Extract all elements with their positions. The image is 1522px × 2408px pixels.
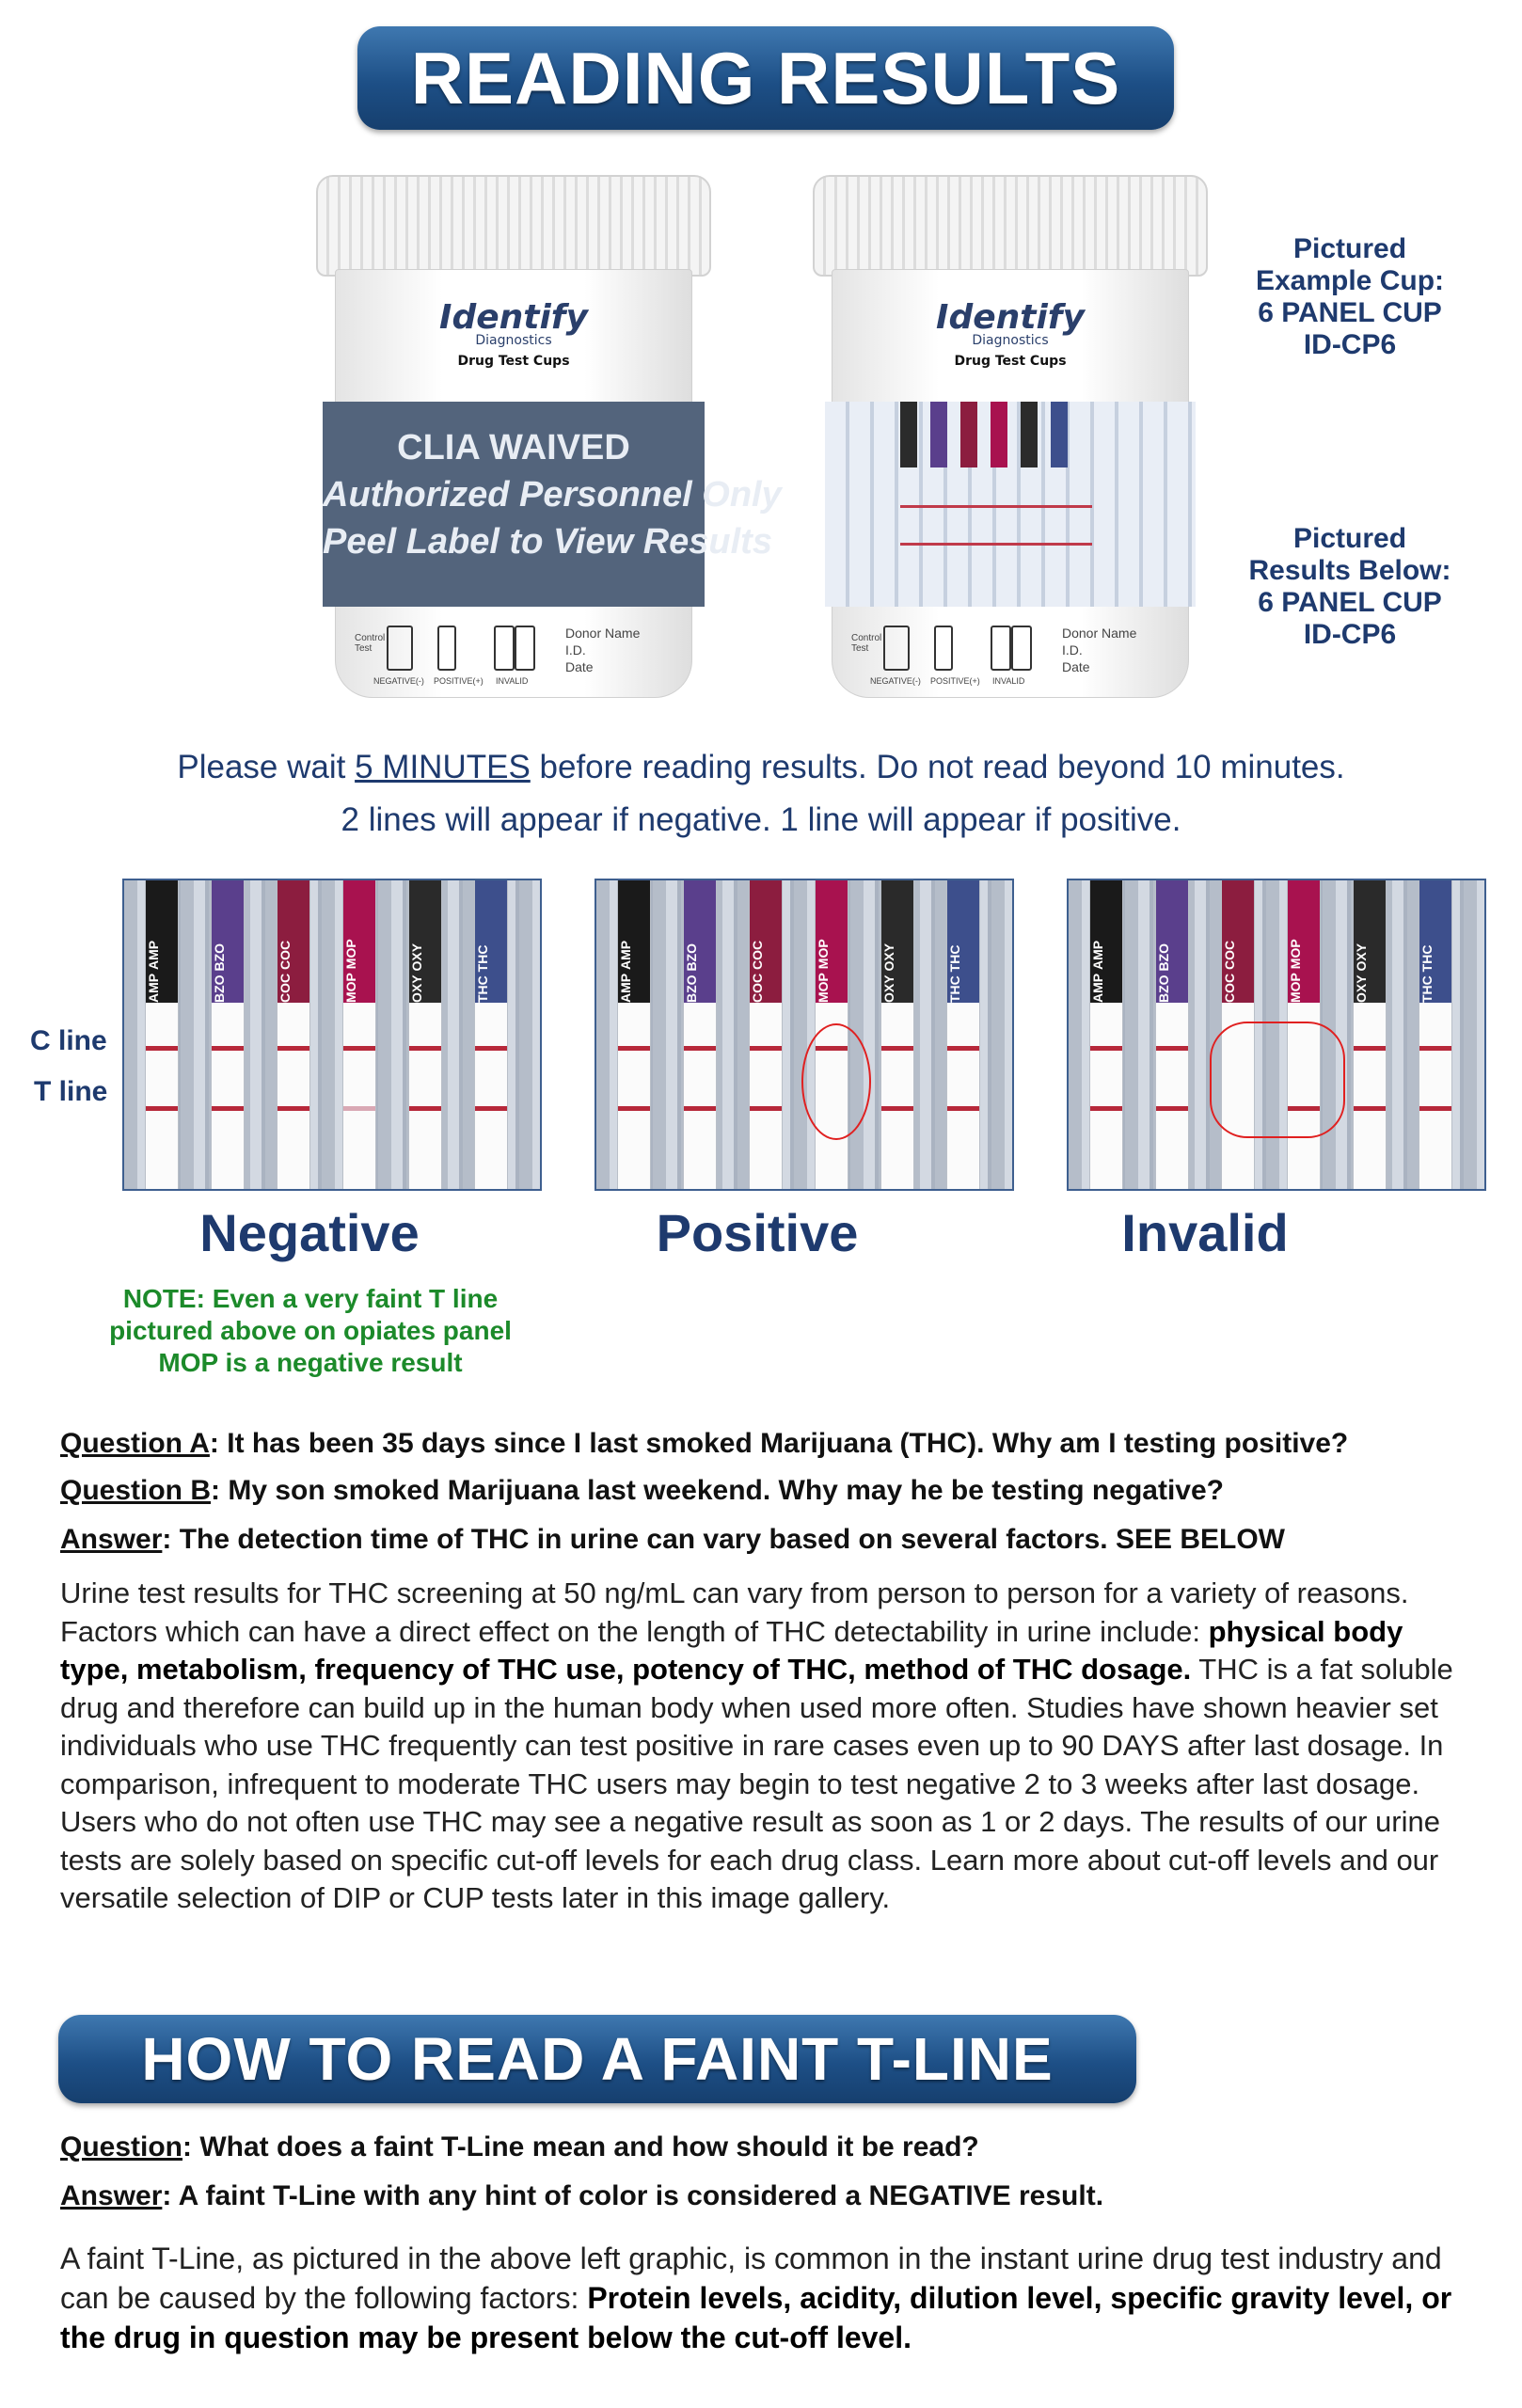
cup-right-image	[813, 175, 1208, 698]
positive-label: Positive	[656, 1203, 859, 1262]
pictured-results-caption: Pictured Results Below: 6 PANEL CUP ID-CP6	[1248, 523, 1451, 650]
cup-body: Identify Diagnostics Drug Test Cups Control Test NEGATIVE(-) POSITIVE(+) INVALID Donor Name I.D. Date	[832, 269, 1189, 698]
pictured-example-caption: Pictured Example Cup: 6 PANEL CUP ID-CP6	[1255, 233, 1445, 360]
positive-highlight-circle	[801, 1023, 871, 1140]
question-a: Question A: It has been 35 days since I last smoked Marijuana (THC). Why am I testing positive?	[60, 1428, 1349, 1459]
cup-body: Identify Diagnostics Drug Test Cups CLIA WAIVED Authorized Personnel Only Peel Label to View Results Control Test NEGATIVE(-) POSITIVE(+) INVALID Donor Name I.D. Date	[335, 269, 692, 698]
strip-coc: COC COC	[277, 880, 310, 1189]
strip-coc: COC COC	[1221, 880, 1255, 1189]
wait-instructions: Please wait 5 MINUTES before reading results. Do not read beyond 10 minutes. 2 lines will appear if negative. 1 line will appear if positive.	[177, 749, 1345, 838]
brand-logo: Identify Diagnostics Drug Test Cups	[439, 298, 588, 369]
cup-left-image	[316, 175, 782, 698]
clia-waived-label: CLIA WAIVED Authorized Personnel Only Peel Label to View Results	[323, 402, 705, 607]
brand-logo: Identify Diagnostics Drug Test Cups	[936, 298, 1085, 369]
strip-amp: AMP AMP	[145, 880, 179, 1189]
banner-title: HOW TO READ A FAINT T-LINE	[141, 2025, 1054, 2093]
strip-amp: AMP AMP	[1089, 880, 1123, 1189]
strip-thc: THC THC	[1419, 880, 1452, 1189]
cup-lid	[813, 175, 1208, 277]
strip-bzo: BZO BZO	[211, 880, 245, 1189]
question-b: Question B: My son smoked Marijuana last weekend. Why may he be testing negative?	[60, 1475, 1224, 1506]
strip-oxy: OXY OXY	[1353, 880, 1387, 1189]
strip-amp: AMP AMP	[617, 880, 651, 1189]
answer-1: Answer: The detection time of THC in urine can vary based on several factors. SEE BELOW	[60, 1524, 1285, 1555]
strip-thc: THC THC	[474, 880, 508, 1189]
test-strip-window	[825, 402, 1196, 607]
strip-mop: MOP MOP	[342, 880, 376, 1189]
strip-bzo: BZO BZO	[1155, 880, 1189, 1189]
strip-bzo: BZO BZO	[683, 880, 717, 1189]
invalid-result-panel	[1067, 879, 1486, 1191]
strip-thc: THC THC	[946, 880, 980, 1189]
strip-oxy: OXY OXY	[880, 880, 914, 1189]
strip-mop: MOP MOP	[815, 880, 848, 1189]
negative-result-panel	[122, 879, 542, 1191]
strip-coc: COC COC	[749, 880, 783, 1189]
strip-mop: MOP MOP	[1287, 880, 1321, 1189]
invalid-highlight-circle	[1210, 1022, 1345, 1138]
thc-explanation-paragraph: Urine test results for THC screening at 50 ng/mL can vary from person to person for a variety of reasons. Factors which can have a direct effect on the length of THC detectability in urine include: physical body type, metabolism, frequency of THC use, potency of THC, method of THC dosage. THC is a fat soluble drug and therefore can build up in the human body when used more often. Studies have shown heavier set individuals who use THC frequently can test positive in rare cases even up to 90 DAYS after last dosage. In comparison, infrequent to moderate THC users may begin to test negative 2 to 3 weeks after last dosage. Users who do not often use THC may see a negative result as soon as 1 or 2 days. The results of our urine tests are solely based on specific cut-off levels for each drug class. Learn more about cut-off levels and our versatile selection of DIP or CUP tests later in this image gallery.	[60, 1576, 1453, 1914]
positive-result-panel	[595, 879, 1014, 1191]
faint-t-line-banner	[58, 2015, 1136, 2103]
faint-line-note: NOTE: Even a very faint T line pictured above on opiates panel MOP is a negative result	[109, 1284, 512, 1377]
t-line-label: T line	[34, 1076, 108, 1107]
faint-line-answer: Answer: A faint T-Line with any hint of color is considered a NEGATIVE result.	[60, 2180, 1104, 2211]
negative-label: Negative	[199, 1203, 420, 1262]
faint-line-question: Question: What does a faint T-Line mean and how should it be read?	[60, 2131, 979, 2162]
faint-line-paragraph: A faint T-Line, as pictured in the above left graphic, is common in the instant urine drug test industry and can be caused by the following factors: Protein levels, acidity, dilution level, specific gravity level, or the drug in question may be present below the cut-off level.	[60, 2242, 1452, 2354]
c-line-label: C line	[30, 1025, 107, 1056]
invalid-label: Invalid	[1121, 1203, 1289, 1262]
banner-title: READING RESULTS	[410, 37, 1121, 119]
reading-results-banner	[357, 26, 1174, 130]
cup-lid	[316, 175, 711, 277]
strip-oxy: OXY OXY	[408, 880, 442, 1189]
